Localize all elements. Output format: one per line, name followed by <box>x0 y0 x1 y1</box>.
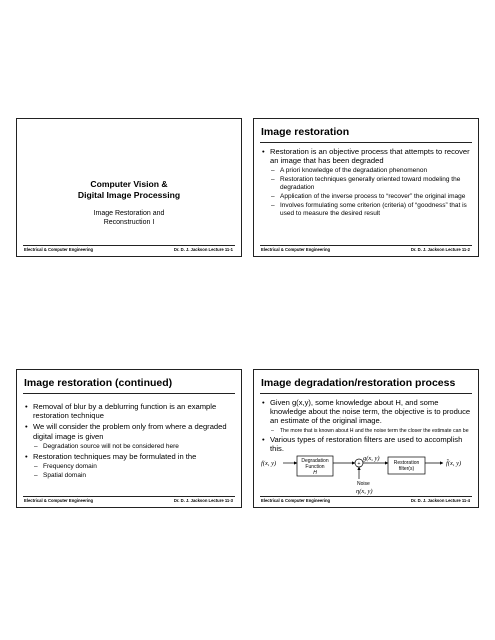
sub-bullet: – Frequency domain <box>24 463 235 471</box>
slide-title: Image restoration <box>261 126 350 138</box>
bullet: • Restoration is an objective process that attempts to recover an image that has been degraded <box>261 147 472 165</box>
sub-bullet: – Degradation source will not be considered here <box>24 443 235 451</box>
footer-right: Dr. D. J. Jackson Lecture 11-4 <box>410 498 470 503</box>
footer-left: Electrical & Computer Engineering <box>261 498 331 503</box>
footer-rule <box>23 496 235 497</box>
bullet: • Various types of restoration filters are used to accomplish this. <box>261 435 472 453</box>
footer-left: Electrical & Computer Engineering <box>261 247 331 252</box>
title-rule <box>260 142 472 143</box>
sub-bullet: – Spatial domain <box>24 472 235 480</box>
noise-symbol: η(x, y) <box>356 488 373 495</box>
slide-body <box>261 398 472 455</box>
bullet: • Removal of blur by a deblurring function is an example restoration technique <box>24 402 235 420</box>
svg-text:+: + <box>357 461 361 467</box>
svg-text:Restoration: Restoration <box>393 460 420 466</box>
input-label: f(x, y) <box>261 460 277 467</box>
sub-bullet: – Involves formulating some criterion (criteria) of “goodness” that is used to measure the desired result <box>261 202 472 218</box>
slide-4 <box>253 369 479 508</box>
title-rule <box>23 393 235 394</box>
footer-rule <box>260 245 472 246</box>
slide-body <box>24 402 235 481</box>
slide-title: Image restoration (continued) <box>24 377 173 389</box>
cover-title: Computer Vision & Digital Image Processing <box>77 179 181 200</box>
degraded-image-label: g(x, y) <box>363 455 380 462</box>
slide-3 <box>16 369 242 508</box>
footer-rule <box>23 245 235 246</box>
bullet: • Restoration techniques may be formulated in the <box>24 452 235 461</box>
footer-rule <box>260 496 472 497</box>
degradation-restoration-diagram <box>260 455 474 495</box>
title-rule <box>260 393 472 394</box>
noise-label: Noise <box>357 481 370 487</box>
sub-bullet: – Restoration techniques generally oriented toward modeling the degradation <box>261 176 472 192</box>
footer-right: Dr. D. J. Jackson Lecture 11-3 <box>173 498 233 503</box>
slide-1 <box>16 118 242 257</box>
slide-2 <box>253 118 479 257</box>
sub-bullet: – Application of the inverse process to “recover” the original image <box>261 193 472 201</box>
svg-text:Degradation: Degradation <box>301 458 329 464</box>
sub-bullet: – A priori knowledge of the degradation phenomenon <box>261 167 472 175</box>
sub-bullet: – The more that is known about H and the noise term the closer the estimate can be <box>261 428 472 434</box>
svg-text:Function: Function <box>305 464 325 470</box>
slide-body <box>261 147 472 219</box>
footer-left: Electrical & Computer Engineering <box>24 498 94 503</box>
svg-text:H: H <box>313 470 317 476</box>
cover-subtitle: Image Restoration and Reconstruction I <box>93 210 165 226</box>
bullet: • Given g(x,y), some knowledge about H, and some knowledge about the noise term, the objective is to produce an estimate of the original image. <box>261 398 472 426</box>
slide-title: Image degradation/restoration process <box>261 377 456 389</box>
footer-right: Dr. D. J. Jackson Lecture 11-1 <box>173 247 233 252</box>
footer-left: Electrical & Computer Engineering <box>24 247 94 252</box>
estimate-label: f̂(x, y) <box>446 460 462 467</box>
footer-right: Dr. D. J. Jackson Lecture 11-2 <box>410 247 470 252</box>
svg-text:filter(s): filter(s) <box>398 466 415 472</box>
bullet: • We will consider the problem only from where a degraded digital image is given <box>24 422 235 440</box>
